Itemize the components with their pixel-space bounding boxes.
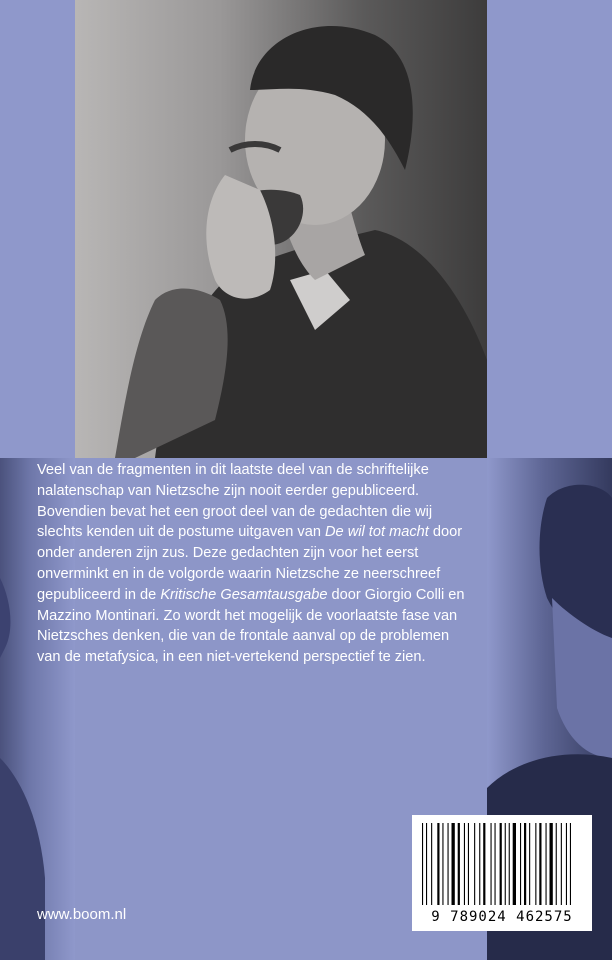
- portrait-photo: [75, 0, 487, 458]
- book-title-wil-tot-macht: De wil tot macht: [325, 524, 429, 541]
- book-title-kritische-gesamtausgabe: Kritische Gesamtausgabe: [160, 586, 328, 603]
- back-cover-blurb: Veel van de fragmenten in dit laatste deel van de schriftelijke nalatenschap van Nietzsche zijn nooit eerder gepubliceerd. Bovendien bevat het een groot deel van de gedachten die wij slechts kenden uit de postume uitgaven van De wil tot macht door onder anderen zijn zus. Deze gedachten zijn voor het eerst onverminkt en in de volgorde waarin Nietzsche ze neerschreef gepubliceerd in de Kritische Gesamtausgabe door Giorgio Colli en Mazzino Montinari. Zo wordt het mogelijk de voorlaatste fase van Nietzsches denken, die van de frontale aanval op de problemen van de metafysica, in een niet-vertekend perspectief te zien.: [37, 462, 465, 666]
- publisher-url[interactable]: www.boom.nl: [37, 906, 127, 923]
- barcode-bars: [422, 823, 582, 905]
- isbn-number: 9 789024 462575: [431, 909, 573, 925]
- isbn-barcode: [412, 815, 592, 931]
